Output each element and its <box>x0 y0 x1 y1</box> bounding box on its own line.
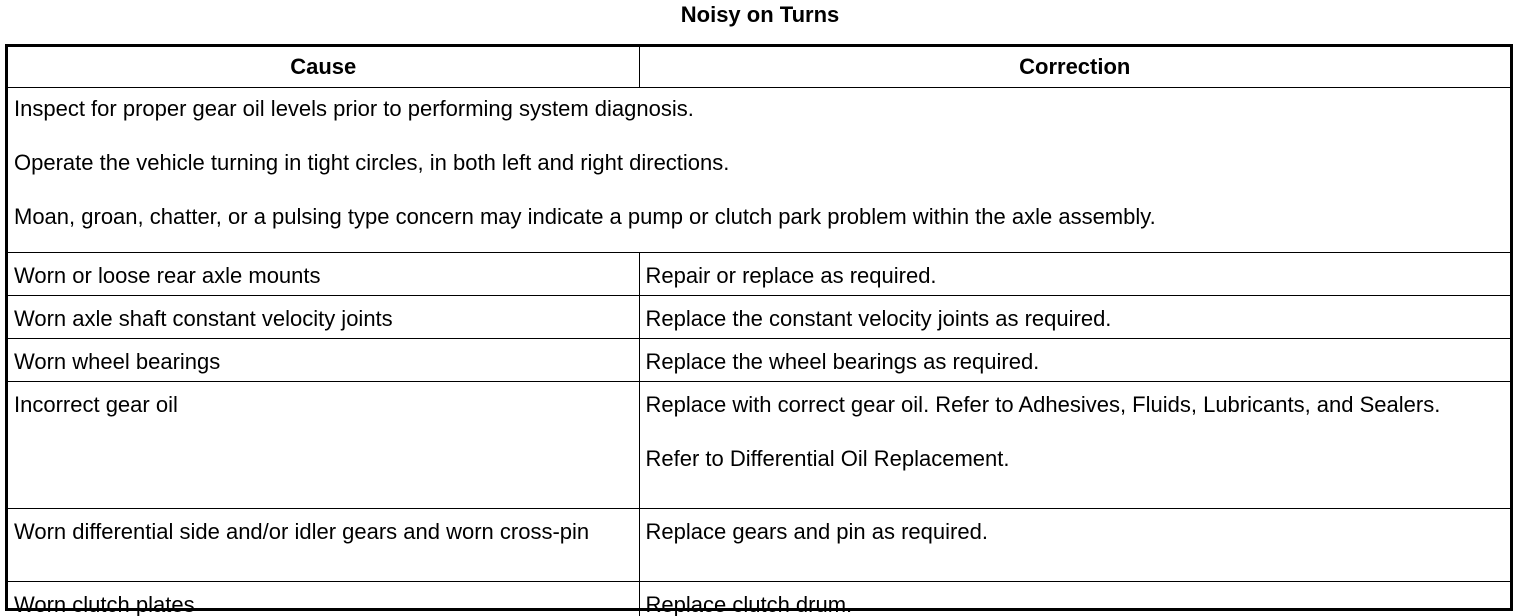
note-text: Operate the vehicle turning in tight circles, in both left and right directions. <box>14 150 730 175</box>
cause-cell: Worn axle shaft constant velocity joints <box>8 296 639 339</box>
cause-cell: Worn wheel bearings <box>8 339 639 382</box>
page-title: Noisy on Turns <box>680 2 840 27</box>
column-header-correction: Correction <box>639 47 1510 88</box>
table-notes-row <box>8 88 1510 253</box>
diagnosis-notes <box>8 88 1510 253</box>
correction-cell <box>639 582 1510 616</box>
correction-cell <box>639 296 1510 339</box>
table-row <box>8 509 1510 582</box>
correction-text: Repair or replace as required. <box>645 263 937 288</box>
table-row <box>8 382 1510 509</box>
correction-cell <box>639 253 1510 296</box>
note-text: Inspect for proper gear oil levels prior to performing system diagnosis. <box>14 96 694 121</box>
diagnostic-table-frame <box>5 44 1513 616</box>
column-header-cause: Cause <box>8 47 639 88</box>
correction-cell <box>639 339 1510 382</box>
correction-cell <box>639 509 1510 582</box>
table-row <box>8 253 1510 296</box>
cause-cell: Incorrect gear oil <box>8 382 639 509</box>
diagnostic-table <box>8 47 1510 616</box>
table-header-row <box>8 47 1510 88</box>
note-text: Moan, groan, chatter, or a pulsing type concern may indicate a pump or clutch park problem within the axle assembly. <box>14 204 1156 229</box>
correction-text: Replace the wheel bearings as required. <box>645 349 1040 374</box>
cause-cell: Worn or loose rear axle mounts <box>8 253 639 296</box>
cause-cell: Worn differential side and/or idler gears and worn cross-pin <box>8 509 639 582</box>
cause-cell: Worn clutch plates <box>8 582 639 616</box>
table-row <box>8 296 1510 339</box>
table-row <box>8 582 1510 616</box>
correction-text: Replace clutch drum. <box>645 592 853 616</box>
table-row <box>8 339 1510 382</box>
correction-text: Replace the constant velocity joints as required. <box>645 306 1112 331</box>
correction-text: Replace with correct gear oil. Refer to Adhesives, Fluids, Lubricants, and Sealers. <box>645 392 1441 417</box>
correction-text: Replace gears and pin as required. <box>645 519 988 544</box>
correction-text: Refer to Differential Oil Replacement. <box>645 446 1010 471</box>
correction-cell <box>639 382 1510 509</box>
